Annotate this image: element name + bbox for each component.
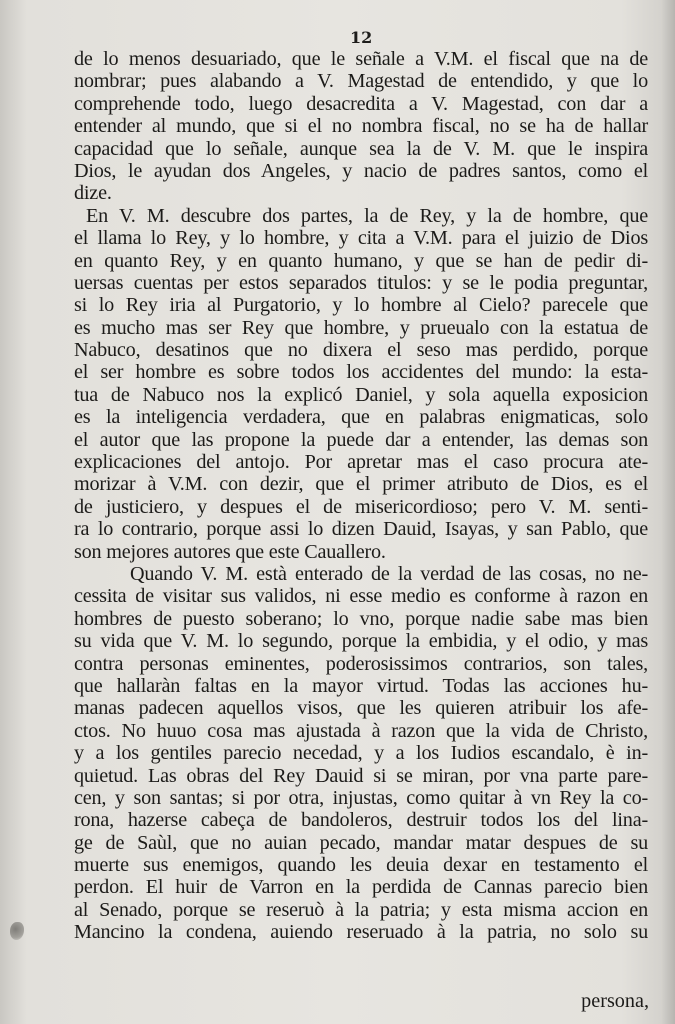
text-line: muerte sus enemigos, quando les deuia dexar en testamento el: [74, 854, 648, 877]
text-line: si lo Rey iria al Purgatorio, y lo hombre al Cielo? parecele que: [74, 294, 648, 317]
text-line: Quando V. M. està enterado de la verdad de las cosas, no ne-: [130, 562, 648, 585]
body-text: [74, 48, 648, 944]
text-line: dize.: [74, 182, 112, 205]
text-line: Dios, le ayudan dos Angeles, y nacio de padres santos, como el: [74, 159, 648, 182]
text-line: cen, y son santas; si por otra, injustas, como quitar à vn Rey la co-: [74, 786, 648, 809]
text-line: entender al mundo, que si el no nombra fiscal, no se ha de hallar: [74, 115, 648, 138]
text-line: de lo menos desuariado, que le señale a V.M. el fiscal que na de: [74, 48, 648, 70]
text-line: Mancino la condena, auiendo reseruado à la patria, no solo su: [74, 921, 648, 944]
text-line: ge de Saùl, que no auian pecado, mandar matar despues de su: [74, 831, 648, 854]
text-line: comprehende todo, luego desacredita a V. Magestad, con dar a: [74, 92, 648, 115]
text-line: su vida que V. M. lo segundo, porque la embidia, y el odio, y mas: [74, 630, 648, 653]
text-line: nombrar; pues alabando a V. Magestad de entendido, y que lo: [74, 70, 648, 93]
text-line: explicaciones del antojo. Por apretar mas el caso procura ate-: [74, 451, 648, 474]
text-line: Nabuco, desatinos que no dixera el seso mas perdido, porque: [74, 339, 648, 362]
text-line: ra lo contrario, porque assi lo dizen Dauid, Isayas, y san Pablo, que: [74, 518, 648, 541]
text-line: cessita de visitar sus validos, ni esse medio es conforme à razon en: [74, 585, 648, 608]
text-line: ctos. No huuo cosa mas ajustada à razon que la vida de Christo,: [74, 719, 648, 742]
text-line: capacidad que lo señale, aunque sea la de V. M. que le inspira: [74, 137, 648, 160]
text-line: en quanto Rey, y en quanto humano, y que se han de pedir di-: [74, 249, 648, 272]
text-line: el llama lo Rey, y lo hombre, y cita a V.M. para el juizio de Dios: [74, 227, 648, 250]
text-line: En V. M. descubre dos partes, la de Rey, y la de hombre, que: [86, 204, 648, 227]
paragraph-2: [74, 205, 648, 563]
text-line: el ser hombre es sobre todos los accidentes del mundo: la esta-: [74, 361, 648, 384]
text-line: es la inteligencia verdadera, que en palabras enigmaticas, solo: [74, 406, 648, 429]
text-line: y a los gentiles parecio necedad, y a los Iudios escandalo, è in-: [74, 742, 648, 765]
text-line: tua de Nabuco nos la explicó Daniel, y sola aquella exposicion: [74, 383, 648, 406]
text-line: el autor que las propone la puede dar a entender, las demas son: [74, 428, 648, 451]
text-line: al Senado, porque se reseruò à la patria; y esta misma accion en: [74, 898, 648, 921]
text-line: uersas cuentas per estos separados titulos: y se le podia preguntar,: [74, 271, 648, 294]
text-line: rona, hazerse cabeça de bandoleros, destruir todos los del lina-: [74, 809, 648, 832]
text-line: morizar à V.M. con dezir, que el primer atributo de Dios, es el: [74, 473, 648, 496]
paragraph-1: [74, 48, 648, 205]
text-line: perdon. El huir de Varron en la perdida de Cannas parecio bien: [74, 876, 648, 899]
text-line: es mucho mas ser Rey que hombre, y prueualo con la estatua de: [74, 316, 648, 339]
page-number: 12: [350, 28, 373, 47]
text-line: son mejores autores que este Cauallero.: [74, 540, 386, 563]
catchword: persona,: [581, 990, 649, 1012]
text-line: quietud. Las obras del Rey Dauid si se miran, por vna parte pare-: [74, 764, 648, 787]
paragraph-3: [74, 563, 648, 944]
text-line: de justiciero, y despues el de misericordioso; pero V. M. senti-: [74, 495, 648, 518]
text-line: que hallaràn faltas en la mayor virtud. Todas las acciones hu-: [74, 674, 648, 697]
text-line: contra personas eminentes, poderosissimos contrarios, son tales,: [74, 652, 648, 675]
text-line: manas padecen aquellos visos, que les quieren atribuir los afe-: [74, 697, 648, 720]
ink-blot: [10, 922, 24, 940]
text-line: hombres de puesto soberano; lo vno, porque nadie sabe mas bien: [74, 607, 648, 630]
